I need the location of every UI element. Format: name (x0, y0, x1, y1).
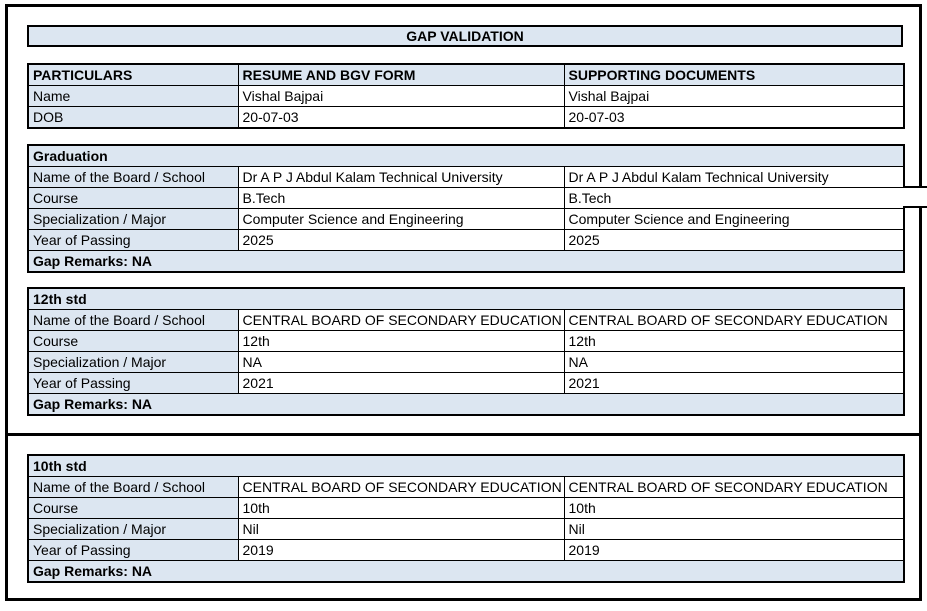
gap-remarks-cell: Gap Remarks: NA (28, 394, 904, 416)
table-row (28, 477, 904, 498)
table-row (28, 331, 904, 352)
section-header-row (28, 145, 904, 167)
twelfth-std-table (27, 287, 905, 416)
row-label-cell: Name of the Board / School (28, 167, 238, 188)
supporting-value-cell: CENTRAL BOARD OF SECONDARY EDUCATION (564, 477, 904, 498)
row-label-cell: Year of Passing (28, 540, 238, 561)
gap-remarks-row (28, 251, 904, 273)
row-label-cell: Course (28, 498, 238, 519)
resume-value-cell: 10th (238, 498, 564, 519)
supporting-value-cell: 20-07-03 (564, 107, 904, 129)
row-label-cell: Name of the Board / School (28, 477, 238, 498)
table-row (28, 352, 904, 373)
column-header-particulars: PARTICULARS (28, 64, 238, 86)
supporting-value-cell: 12th (564, 331, 904, 352)
row-label-cell: Name of the Board / School (28, 310, 238, 331)
resume-value-cell: 2021 (238, 373, 564, 394)
supporting-value-cell: CENTRAL BOARD OF SECONDARY EDUCATION (564, 310, 904, 331)
resume-value-cell: B.Tech (238, 188, 564, 209)
row-label-cell: Year of Passing (28, 373, 238, 394)
stray-border-cell (903, 186, 927, 208)
row-label-cell: Specialization / Major (28, 519, 238, 540)
table-row (28, 310, 904, 331)
supporting-value-cell: 10th (564, 498, 904, 519)
gap-remarks-row (28, 561, 904, 583)
section-header-row (28, 288, 904, 310)
row-label-cell: Course (28, 331, 238, 352)
page-title: GAP VALIDATION (27, 25, 903, 47)
resume-value-cell: Vishal Bajpai (238, 86, 564, 107)
graduation-table (27, 144, 905, 273)
tenth-std-table (27, 454, 905, 583)
resume-value-cell: Computer Science and Engineering (238, 209, 564, 230)
section-header-row (28, 455, 904, 477)
supporting-value-cell: NA (564, 352, 904, 373)
table-row (28, 86, 904, 107)
section-heading: 12th std (28, 288, 904, 310)
resume-value-cell: CENTRAL BOARD OF SECONDARY EDUCATION (238, 310, 564, 331)
row-label-cell: DOB (28, 107, 238, 129)
resume-value-cell: 2025 (238, 230, 564, 251)
supporting-value-cell: Nil (564, 519, 904, 540)
table-header-row (28, 64, 904, 86)
resume-value-cell: Nil (238, 519, 564, 540)
resume-value-cell: NA (238, 352, 564, 373)
table-row (28, 498, 904, 519)
supporting-value-cell: 2025 (564, 230, 904, 251)
table-row (28, 209, 904, 230)
supporting-value-cell: Dr A P J Abdul Kalam Technical University (564, 167, 904, 188)
gap-remarks-cell: Gap Remarks: NA (28, 251, 904, 273)
row-label-cell: Name (28, 86, 238, 107)
resume-value-cell: CENTRAL BOARD OF SECONDARY EDUCATION (238, 477, 564, 498)
table-row (28, 373, 904, 394)
row-label-cell: Specialization / Major (28, 209, 238, 230)
gap-remarks-cell: Gap Remarks: NA (28, 561, 904, 583)
resume-value-cell: 20-07-03 (238, 107, 564, 129)
row-label-cell: Course (28, 188, 238, 209)
resume-value-cell: Dr A P J Abdul Kalam Technical University (238, 167, 564, 188)
column-header-resume: RESUME AND BGV FORM (238, 64, 564, 86)
section-divider-line (5, 433, 922, 436)
supporting-value-cell: B.Tech (564, 188, 904, 209)
table-row (28, 230, 904, 251)
supporting-value-cell: 2019 (564, 540, 904, 561)
column-header-supporting: SUPPORTING DOCUMENTS (564, 64, 904, 86)
table-row (28, 167, 904, 188)
supporting-value-cell: Computer Science and Engineering (564, 209, 904, 230)
table-row (28, 540, 904, 561)
row-label-cell: Specialization / Major (28, 352, 238, 373)
supporting-value-cell: 2021 (564, 373, 904, 394)
resume-value-cell: 2019 (238, 540, 564, 561)
section-heading: 10th std (28, 455, 904, 477)
table-row (28, 107, 904, 129)
resume-value-cell: 12th (238, 331, 564, 352)
gap-remarks-row (28, 394, 904, 416)
section-heading: Graduation (28, 145, 904, 167)
table-row (28, 519, 904, 540)
supporting-value-cell: Vishal Bajpai (564, 86, 904, 107)
table-row (28, 188, 904, 209)
particulars-table (27, 63, 905, 129)
row-label-cell: Year of Passing (28, 230, 238, 251)
